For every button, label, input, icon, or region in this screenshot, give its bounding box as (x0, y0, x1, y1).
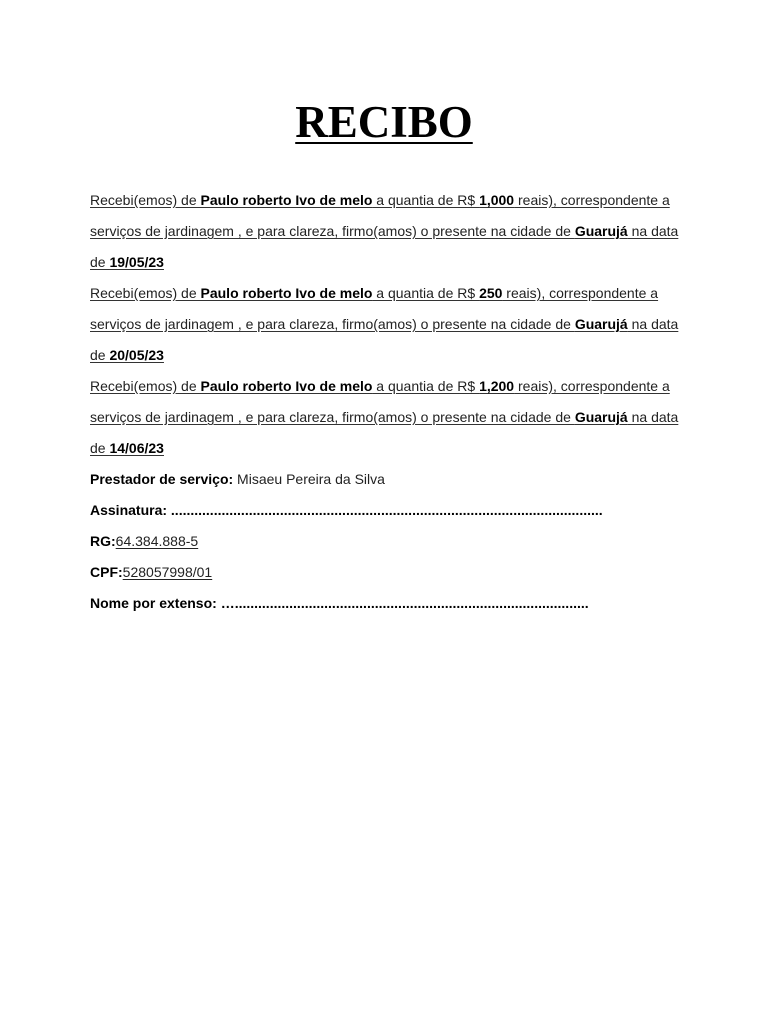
provider-label: Prestador de serviço: (90, 471, 234, 487)
full-name-label: Nome por extenso: …........................................................................................... (90, 595, 589, 611)
payer-name: Paulo roberto Ivo de melo (200, 285, 373, 301)
receipt-line2-prefix: serviços de jardinagem , e para clareza, firmo(amos) o presente na cidade de (90, 316, 575, 332)
receipt-suffix: reais), correspondente a (502, 285, 659, 301)
city: Guarujá (574, 409, 628, 425)
amount: 1,200 (479, 378, 515, 394)
receipt-line2-prefix: serviços de jardinagem , e para clareza, firmo(amos) o presente na cidade de (90, 409, 575, 425)
receipt-line2-prefix: serviços de jardinagem , e para clareza, firmo(amos) o presente na cidade de (90, 223, 575, 239)
rg-field (90, 532, 198, 550)
receipt-mid: a quantia de R$ (372, 378, 480, 394)
cpf-label: CPF: (90, 564, 123, 580)
receipt-2-line-2 (90, 315, 678, 333)
receipt-line3-prefix: de (90, 347, 110, 363)
receipt-3-line-3 (90, 439, 164, 457)
provider-value: Misaeu Pereira da Silva (233, 471, 385, 487)
receipt-line3-prefix: de (90, 440, 110, 456)
cpf-field (90, 563, 212, 581)
payer-name: Paulo roberto Ivo de melo (200, 192, 373, 208)
city: Guarujá (574, 223, 628, 239)
receipt-1-line-1 (90, 191, 670, 209)
receipt-2-line-1 (90, 284, 658, 302)
receipt-date: 19/05/23 (109, 254, 164, 270)
receipt-suffix: reais), correspondente a (514, 192, 670, 208)
receipt-line2-suffix: na data (627, 316, 679, 332)
receipt-1-line-2 (90, 222, 678, 240)
cpf-value: 528057998/01 (122, 564, 213, 580)
receipt-line2-suffix: na data (627, 223, 679, 239)
receipt-suffix: reais), correspondente a (514, 378, 670, 394)
payer-name: Paulo roberto Ivo de melo (200, 378, 373, 394)
receipt-prefix: Recebi(emos) de (90, 192, 201, 208)
receipt-date: 20/05/23 (109, 347, 164, 363)
provider-field (90, 470, 385, 488)
receipt-1-line-3 (90, 253, 164, 271)
full-name-field (90, 594, 589, 612)
amount: 1,000 (479, 192, 515, 208)
rg-label: RG: (90, 533, 116, 549)
signature-field (90, 501, 603, 519)
receipt-mid: a quantia de R$ (372, 192, 480, 208)
receipt-line3-prefix: de (90, 254, 110, 270)
receipt-mid: a quantia de R$ (372, 285, 480, 301)
receipt-prefix: Recebi(emos) de (90, 285, 201, 301)
rg-value: 64.384.888-5 (115, 533, 199, 549)
city: Guarujá (574, 316, 628, 332)
receipt-3-line-2 (90, 408, 678, 426)
receipt-prefix: Recebi(emos) de (90, 378, 201, 394)
receipt-2-line-3 (90, 346, 164, 364)
amount: 250 (479, 285, 503, 301)
receipt-line2-suffix: na data (627, 409, 679, 425)
signature-label: Assinatura: ............................................................................................................... (90, 502, 603, 518)
document-title: RECIBO (295, 97, 473, 147)
receipt-date: 14/06/23 (109, 440, 164, 456)
receipt-3-line-1 (90, 377, 670, 395)
